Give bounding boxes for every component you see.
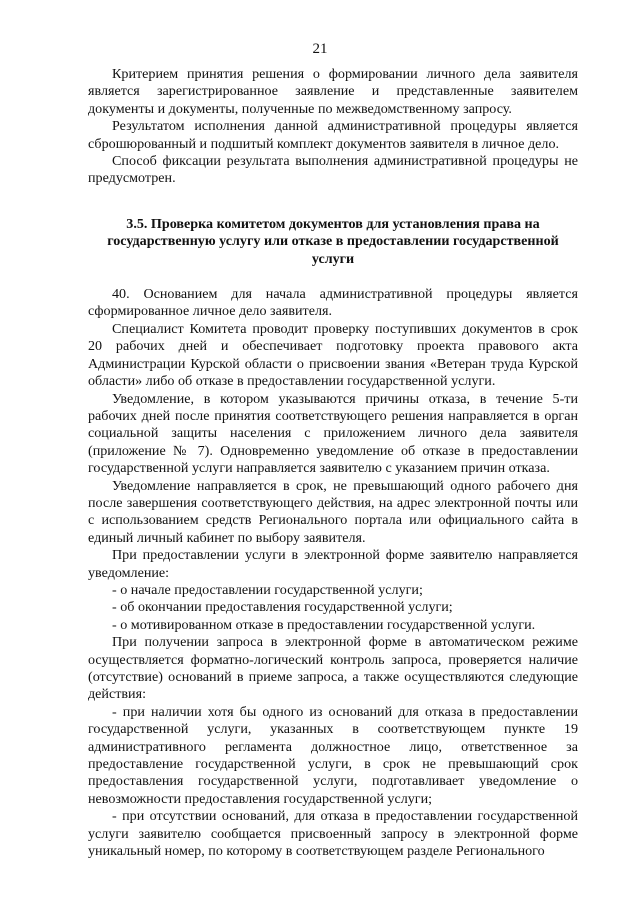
list-item: - о мотивированном отказе в предоставлении государственной услуги.: [112, 616, 536, 633]
paragraph-refusal-notice: Уведомление, в котором указываются причины отказа, в течение 5-ти рабочих дней после принятия соответствующего решения направляется в орган социальной защиты населения с приложением личного дела заявителя (приложение № 7). Одновременно уведомление об отказе в предоставлении государственной услуги направляется заявителю с указанием причин отказа.: [88, 390, 578, 477]
list-item: - об окончании предоставления государственной услуги;: [112, 599, 453, 616]
paragraph-criterion: Критерием принятия решения о формировании личного дела заявителя является зарегистрированное заявление и представленные заявителем документы и документы, полученные по межведомственному запросу.: [88, 66, 578, 117]
list-item: - при отсутствии оснований, для отказа в предоставлении государственной услуги заявителю сообщается присвоенный запросу в электронной форме уникальный номер, по которому в соответствующем разделе Регионального: [88, 808, 578, 860]
paragraph-notice-timing: Уведомление направляется в срок, не превышающий одного рабочего дня после завершения соответствующего действия, на адрес электронной почты или с использованием средств Регионального портала или официального сайта в единый личный кабинет по выбору заявителя.: [88, 477, 578, 546]
paragraph-specialist-check: Специалист Комитета проводит проверку поступивших документов в срок 20 рабочих дней и обеспечивает подготовку проекта правового акта Администрации Курской области о присвоении звания «Ветеран труда Курской области» либо об отказе в предоставлении государственной услуги.: [88, 320, 578, 390]
paragraph-auto-control: При получении запроса в электронной форме в автоматическом режиме осуществляется форматно-логический контроль запроса, проверяется наличие (отсутствие) оснований в приеме запроса, а также осуществляются следующие действия:: [88, 634, 578, 703]
page-body: [88, 66, 578, 860]
list-item: - о начале предоставлении государственной услуги;: [112, 581, 423, 598]
paragraph-electronic-notice: При предоставлении услуги в электронной форме заявителю направляется уведомление:: [88, 547, 578, 581]
list-item: - при наличии хотя бы одного из оснований для отказа в предоставлении государственной услуги, указанных в соответствующем пункте 19 административного регламента должностное лицо, ответственное за предоставление государственной услуги, в срок не превышающий срок предоставления государственной услуги, подготавливает уведомление о невозможности предоставления государственной услуги;: [88, 703, 578, 807]
paragraph-result: Результатом исполнения данной административной процедуры является сброшюрованный и подшитый комплект документов заявителя в личное дело.: [88, 118, 578, 152]
page-number: 21: [312, 41, 328, 57]
paragraph-basis: 40. Основанием для начала административной процедуры является сформированное личное дело заявителя.: [88, 286, 578, 320]
section-heading: 3.5. Проверка комитетом документов для установления права на государственную услугу или отказе в предоставлении государственной услуги: [107, 215, 559, 267]
paragraph-fixation: Способ фиксации результата выполнения административной процедуры не предусмотрен.: [88, 153, 578, 187]
